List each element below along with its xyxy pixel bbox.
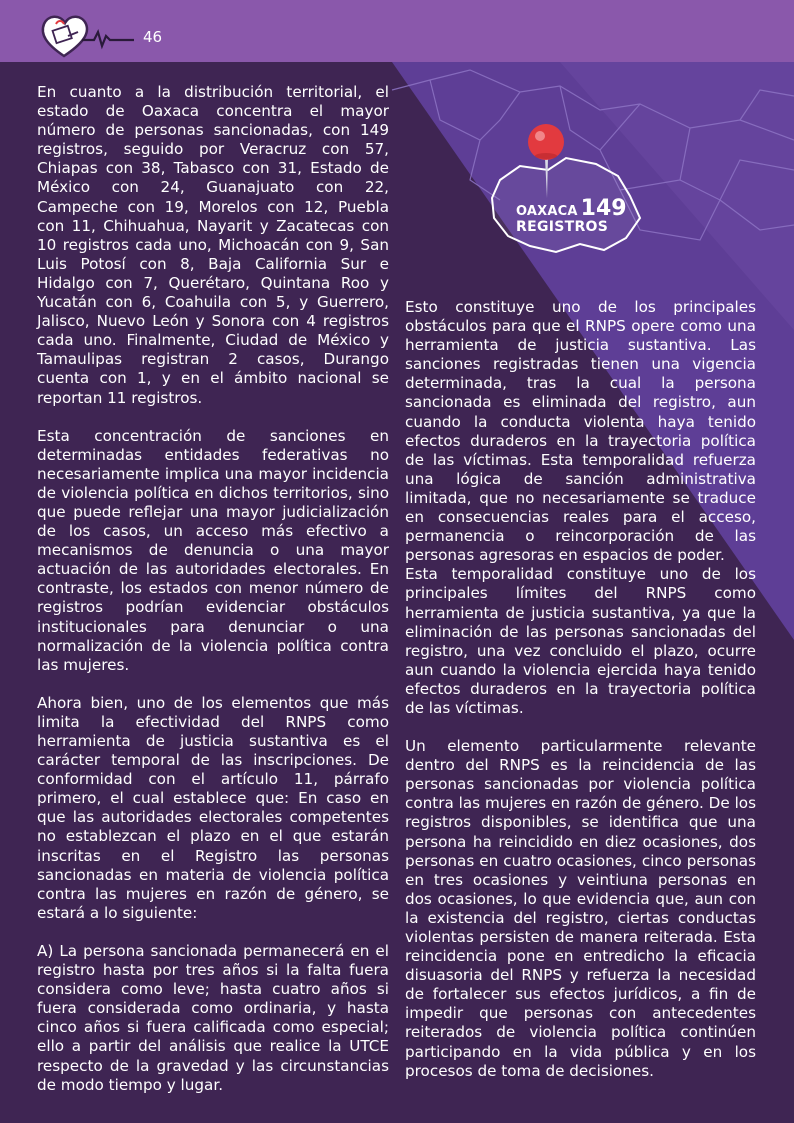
paragraph-recidivism: Un elemento particularmente relevante dentro del RNPS es la reincidencia de las personas sancionadas por violencia política contra las mujeres en razón de género. De los registros disponibles, se identifica que una persona ha reincidido en diez ocasiones, dos personas en cuatro ocasiones, cinco personas en tres ocasiones y veintiuna personas en dos ocasiones, lo que evidencia que, aun con la existencia del registro, ciertas conductas violentas persisten de manera reiterada. Esta reincidencia pone en entredicho la eficacia disuasoria del RNPS y refuerza la necesidad de fortalecer sus efectos jurídicos, a fin de impedir que personas con antecedentes reiterados de violencia política continúen participando en la vida pública y en los procesos de toma de decisiones. — [405, 737, 756, 1080]
paragraph-temporal-character: Ahora bien, uno de los elementos que más limita la efectividad del RNPS como herramienta de justicia sustantiva es el carácter temporal de las inscripciones. De conformidad con el artículo 11, párrafo primero, el cual establece que: En caso en que las autoridades electorales competentes no establezcan el plazo en el que estarán inscritas en el Registro las personas sancionadas en materia de violencia política contra las mujeres en razón de género, se estará a lo siguiente: — [37, 693, 389, 922]
right-column — [405, 298, 756, 1081]
paragraph-rule-a: A) La persona sancionada permanecerá en el registro hasta por tres años si la falta fuera considera como leve; hasta cuatro años si fuera considerada como ordinaria, y hasta cinco años si fuera calificada como especial; ello a partir del análisis que realice la UTCE respecto de la gravedad y las circunstancias de modo tiempo y lugar. — [37, 941, 389, 1094]
left-column — [37, 83, 389, 1114]
oaxaca-callout — [516, 198, 626, 234]
page-number: 46 — [143, 28, 163, 46]
paragraph-concentration: Esta concentración de sanciones en determinadas entidades federativas no necesariamente implica una mayor incidencia de violencia política en dichos territorios, sino que puede reflejar una mayor judicialización de los casos, un acceso más efectivo a mecanismos de denuncia o una mayor actuación de las autoridades electorales. En contraste, los estados con menor número de registros podrían evidenciar obstáculos institucionales para denunciar o una normalización de la violencia política contra las mujeres. — [37, 426, 389, 674]
paragraph-obstacles: Esto constituye uno de los principales obstáculos para que el RNPS opere como una herramienta de justicia sustantiva. Las sanciones registradas tienen una vigencia determinada, tras la cual la persona sancionada es eliminada del registro, aun cuando la conducta violenta haya tenido efectos duraderos en la trayectoria política de las víctimas. Esta temporalidad refuerza una lógica de sanción administrativa limitada, que no necesariamente se traduce en consecuencias reales para el acceso, permanencia o reincorporación de las personas agresoras en espacios de poder. — [405, 298, 756, 565]
heart-ballot-heartbeat-icon — [38, 10, 138, 62]
callout-unit: REGISTROS — [516, 219, 609, 235]
callout-state: OAXACA — [516, 204, 578, 219]
paragraph-temporality: Esta temporalidad constituye uno de los principales límites del RNPS como herramienta de justicia sustantiva, ya que la eliminación de las personas sancionadas del registro, una vez concluido el plazo, ocurre aun cuando la violencia ejercida haya tenido efectos duraderos en la trayectoria política de las víctimas. — [405, 565, 756, 717]
paragraph-distribution: En cuanto a la distribución territorial, el estado de Oaxaca concentra el mayor número de personas sancionadas, con 149 registros, seguido por Veracruz con 57, Chiapas con 38, Tabasco con 31, Estado de México con 24, Guanajuato con 22, Campeche con 19, Morelos con 12, Puebla con 11, Chihuahua, Nayarit y Zacatecas con 10 registros cada uno, Michoacán con 9, San Luis Potosí con 8, Baja California Sur e Hidalgo con 7, Querétaro, Quintana Roo y Yucatán con 6, Coahuila con 5, y Guerrero, Jalisco, Nuevo León y Sonora con 4 registros cada uno. Finalmente, Ciudad de México y Tamaulipas registran 2 casos, Durango cuenta con 1, y en el ámbito nacional se reportan 11 registros. — [37, 83, 389, 407]
map-pin-icon — [522, 122, 572, 202]
callout-count: 149 — [580, 196, 627, 221]
